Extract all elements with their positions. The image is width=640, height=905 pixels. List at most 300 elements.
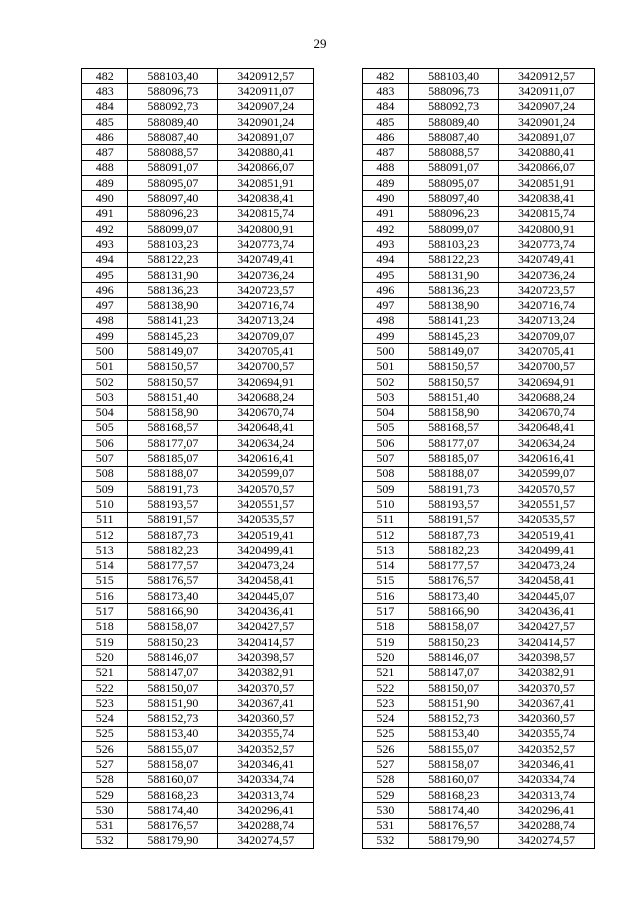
table-row: [82, 436, 595, 451]
left-point-number-cell: 500: [82, 344, 128, 359]
column-gap: [314, 665, 362, 680]
table-row: [82, 757, 595, 772]
left-y-coordinate-cell: 3420815,74: [218, 206, 314, 221]
left-y-coordinate-cell: 3420694,91: [218, 374, 314, 389]
left-y-coordinate-cell: 3420911,07: [218, 84, 314, 99]
left-x-coordinate-cell: 588168,57: [128, 420, 218, 435]
column-gap: [314, 374, 362, 389]
table-row: [82, 497, 595, 512]
right-y-coordinate-cell: 3420723,57: [499, 283, 595, 298]
table-row: [82, 145, 595, 160]
left-point-number-cell: 509: [82, 482, 128, 497]
right-point-number-cell: 490: [362, 191, 408, 206]
right-y-coordinate-cell: 3420688,24: [499, 390, 595, 405]
right-y-coordinate-cell: 3420901,24: [499, 114, 595, 129]
table-row: [82, 114, 595, 129]
right-y-coordinate-cell: 3420716,74: [499, 298, 595, 313]
table-row: [82, 84, 595, 99]
right-x-coordinate-cell: 588168,57: [409, 420, 499, 435]
right-point-number-cell: 518: [362, 619, 408, 634]
right-y-coordinate-cell: 3420773,74: [499, 237, 595, 252]
right-point-number-cell: 510: [362, 497, 408, 512]
left-x-coordinate-cell: 588087,40: [128, 130, 218, 145]
left-point-number-cell: 516: [82, 589, 128, 604]
left-y-coordinate-cell: 3420838,41: [218, 191, 314, 206]
left-point-number-cell: 498: [82, 313, 128, 328]
right-point-number-cell: 483: [362, 84, 408, 99]
left-x-coordinate-cell: 588147,07: [128, 665, 218, 680]
table-row: [82, 711, 595, 726]
right-point-number-cell: 525: [362, 726, 408, 741]
coordinates-table-body: [82, 69, 595, 849]
left-x-coordinate-cell: 588146,07: [128, 650, 218, 665]
table-row: [82, 221, 595, 236]
right-point-number-cell: 486: [362, 130, 408, 145]
right-point-number-cell: 519: [362, 634, 408, 649]
left-point-number-cell: 532: [82, 833, 128, 848]
right-x-coordinate-cell: 588185,07: [409, 451, 499, 466]
column-gap: [314, 497, 362, 512]
column-gap: [314, 298, 362, 313]
left-x-coordinate-cell: 588089,40: [128, 114, 218, 129]
table-row: [82, 313, 595, 328]
left-x-coordinate-cell: 588152,73: [128, 711, 218, 726]
right-point-number-cell: 512: [362, 527, 408, 542]
left-point-number-cell: 489: [82, 176, 128, 191]
column-gap: [314, 543, 362, 558]
left-point-number-cell: 508: [82, 466, 128, 481]
right-point-number-cell: 497: [362, 298, 408, 313]
right-y-coordinate-cell: 3420713,24: [499, 313, 595, 328]
left-x-coordinate-cell: 588193,57: [128, 497, 218, 512]
left-point-number-cell: 518: [82, 619, 128, 634]
right-point-number-cell: 528: [362, 772, 408, 787]
left-x-coordinate-cell: 588141,23: [128, 313, 218, 328]
left-y-coordinate-cell: 3420445,07: [218, 589, 314, 604]
table-row: [82, 390, 595, 405]
table-row: [82, 680, 595, 695]
left-x-coordinate-cell: 588150,23: [128, 634, 218, 649]
right-y-coordinate-cell: 3420346,41: [499, 757, 595, 772]
left-point-number-cell: 493: [82, 237, 128, 252]
right-point-number-cell: 522: [362, 680, 408, 695]
left-y-coordinate-cell: 3420288,74: [218, 818, 314, 833]
right-point-number-cell: 531: [362, 818, 408, 833]
left-x-coordinate-cell: 588191,57: [128, 512, 218, 527]
table-row: [82, 772, 595, 787]
right-x-coordinate-cell: 588153,40: [409, 726, 499, 741]
left-x-coordinate-cell: 588158,90: [128, 405, 218, 420]
right-y-coordinate-cell: 3420907,24: [499, 99, 595, 114]
left-point-number-cell: 531: [82, 818, 128, 833]
right-y-coordinate-cell: 3420749,41: [499, 252, 595, 267]
left-x-coordinate-cell: 588131,90: [128, 267, 218, 282]
left-y-coordinate-cell: 3420648,41: [218, 420, 314, 435]
table-row: [82, 803, 595, 818]
left-x-coordinate-cell: 588122,23: [128, 252, 218, 267]
left-y-coordinate-cell: 3420800,91: [218, 221, 314, 236]
left-y-coordinate-cell: 3420634,24: [218, 436, 314, 451]
table-row: [82, 665, 595, 680]
table-row: [82, 742, 595, 757]
right-point-number-cell: 492: [362, 221, 408, 236]
left-x-coordinate-cell: 588151,40: [128, 390, 218, 405]
left-x-coordinate-cell: 588158,07: [128, 619, 218, 634]
right-y-coordinate-cell: 3420700,57: [499, 359, 595, 374]
left-point-number-cell: 510: [82, 497, 128, 512]
left-y-coordinate-cell: 3420891,07: [218, 130, 314, 145]
column-gap: [314, 482, 362, 497]
right-x-coordinate-cell: 588141,23: [409, 313, 499, 328]
left-x-coordinate-cell: 588176,57: [128, 573, 218, 588]
left-point-number-cell: 495: [82, 267, 128, 282]
right-point-number-cell: 504: [362, 405, 408, 420]
right-y-coordinate-cell: 3420296,41: [499, 803, 595, 818]
left-point-number-cell: 503: [82, 390, 128, 405]
right-point-number-cell: 520: [362, 650, 408, 665]
table-row: [82, 359, 595, 374]
left-y-coordinate-cell: 3420912,57: [218, 69, 314, 84]
column-gap: [314, 160, 362, 175]
right-y-coordinate-cell: 3420274,57: [499, 833, 595, 848]
table-row: [82, 573, 595, 588]
right-x-coordinate-cell: 588158,07: [409, 757, 499, 772]
right-point-number-cell: 495: [362, 267, 408, 282]
left-x-coordinate-cell: 588136,23: [128, 283, 218, 298]
column-gap: [314, 589, 362, 604]
left-y-coordinate-cell: 3420355,74: [218, 726, 314, 741]
left-y-coordinate-cell: 3420773,74: [218, 237, 314, 252]
column-gap: [314, 527, 362, 542]
right-point-number-cell: 521: [362, 665, 408, 680]
left-point-number-cell: 497: [82, 298, 128, 313]
right-point-number-cell: 516: [362, 589, 408, 604]
left-point-number-cell: 520: [82, 650, 128, 665]
right-point-number-cell: 523: [362, 696, 408, 711]
table-row: [82, 726, 595, 741]
right-y-coordinate-cell: 3420866,07: [499, 160, 595, 175]
right-point-number-cell: 527: [362, 757, 408, 772]
right-y-coordinate-cell: 3420570,57: [499, 482, 595, 497]
right-x-coordinate-cell: 588179,90: [409, 833, 499, 848]
table-row: [82, 267, 595, 282]
table-row: [82, 589, 595, 604]
right-x-coordinate-cell: 588182,23: [409, 543, 499, 558]
table-row: [82, 650, 595, 665]
left-x-coordinate-cell: 588096,23: [128, 206, 218, 221]
right-y-coordinate-cell: 3420370,57: [499, 680, 595, 695]
column-gap: [314, 742, 362, 757]
right-y-coordinate-cell: 3420599,07: [499, 466, 595, 481]
column-gap: [314, 206, 362, 221]
right-y-coordinate-cell: 3420880,41: [499, 145, 595, 160]
table-row: [82, 818, 595, 833]
right-point-number-cell: 517: [362, 604, 408, 619]
right-x-coordinate-cell: 588151,90: [409, 696, 499, 711]
right-x-coordinate-cell: 588191,73: [409, 482, 499, 497]
right-y-coordinate-cell: 3420436,41: [499, 604, 595, 619]
left-y-coordinate-cell: 3420709,07: [218, 329, 314, 344]
right-point-number-cell: 513: [362, 543, 408, 558]
column-gap: [314, 512, 362, 527]
left-point-number-cell: 522: [82, 680, 128, 695]
left-y-coordinate-cell: 3420616,41: [218, 451, 314, 466]
table-row: [82, 344, 595, 359]
table-row: [82, 466, 595, 481]
column-gap: [314, 772, 362, 787]
left-y-coordinate-cell: 3420851,91: [218, 176, 314, 191]
left-point-number-cell: 485: [82, 114, 128, 129]
right-point-number-cell: 501: [362, 359, 408, 374]
left-point-number-cell: 521: [82, 665, 128, 680]
left-x-coordinate-cell: 588177,57: [128, 558, 218, 573]
right-point-number-cell: 503: [362, 390, 408, 405]
left-y-coordinate-cell: 3420749,41: [218, 252, 314, 267]
left-point-number-cell: 486: [82, 130, 128, 145]
right-x-coordinate-cell: 588103,23: [409, 237, 499, 252]
column-gap: [314, 313, 362, 328]
left-y-coordinate-cell: 3420436,41: [218, 604, 314, 619]
column-gap: [314, 680, 362, 695]
left-point-number-cell: 528: [82, 772, 128, 787]
right-x-coordinate-cell: 588150,23: [409, 634, 499, 649]
right-y-coordinate-cell: 3420382,91: [499, 665, 595, 680]
table-row: [82, 298, 595, 313]
table-row: [82, 283, 595, 298]
left-x-coordinate-cell: 588099,07: [128, 221, 218, 236]
left-x-coordinate-cell: 588177,07: [128, 436, 218, 451]
right-x-coordinate-cell: 588150,57: [409, 359, 499, 374]
right-y-coordinate-cell: 3420694,91: [499, 374, 595, 389]
right-y-coordinate-cell: 3420648,41: [499, 420, 595, 435]
left-y-coordinate-cell: 3420551,57: [218, 497, 314, 512]
right-point-number-cell: 491: [362, 206, 408, 221]
left-x-coordinate-cell: 588088,57: [128, 145, 218, 160]
right-x-coordinate-cell: 588150,07: [409, 680, 499, 695]
right-x-coordinate-cell: 588151,40: [409, 390, 499, 405]
left-x-coordinate-cell: 588182,23: [128, 543, 218, 558]
left-point-number-cell: 490: [82, 191, 128, 206]
right-x-coordinate-cell: 588095,07: [409, 176, 499, 191]
left-x-coordinate-cell: 588187,73: [128, 527, 218, 542]
right-x-coordinate-cell: 588092,73: [409, 99, 499, 114]
left-y-coordinate-cell: 3420398,57: [218, 650, 314, 665]
right-point-number-cell: 485: [362, 114, 408, 129]
left-x-coordinate-cell: 588153,40: [128, 726, 218, 741]
left-y-coordinate-cell: 3420570,57: [218, 482, 314, 497]
column-gap: [314, 359, 362, 374]
column-gap: [314, 344, 362, 359]
right-x-coordinate-cell: 588147,07: [409, 665, 499, 680]
column-gap: [314, 451, 362, 466]
right-y-coordinate-cell: 3420912,57: [499, 69, 595, 84]
right-point-number-cell: 488: [362, 160, 408, 175]
right-y-coordinate-cell: 3420519,41: [499, 527, 595, 542]
right-point-number-cell: 498: [362, 313, 408, 328]
left-y-coordinate-cell: 3420473,24: [218, 558, 314, 573]
left-point-number-cell: 512: [82, 527, 128, 542]
right-point-number-cell: 529: [362, 787, 408, 802]
left-x-coordinate-cell: 588173,40: [128, 589, 218, 604]
left-point-number-cell: 499: [82, 329, 128, 344]
left-y-coordinate-cell: 3420670,74: [218, 405, 314, 420]
left-point-number-cell: 496: [82, 283, 128, 298]
right-point-number-cell: 484: [362, 99, 408, 114]
right-x-coordinate-cell: 588155,07: [409, 742, 499, 757]
column-gap: [314, 757, 362, 772]
left-x-coordinate-cell: 588091,07: [128, 160, 218, 175]
left-x-coordinate-cell: 588158,07: [128, 757, 218, 772]
table-row: [82, 191, 595, 206]
column-gap: [314, 405, 362, 420]
column-gap: [314, 619, 362, 634]
right-x-coordinate-cell: 588087,40: [409, 130, 499, 145]
right-x-coordinate-cell: 588149,07: [409, 344, 499, 359]
right-y-coordinate-cell: 3420736,24: [499, 267, 595, 282]
right-y-coordinate-cell: 3420499,41: [499, 543, 595, 558]
column-gap: [314, 252, 362, 267]
right-point-number-cell: 494: [362, 252, 408, 267]
left-point-number-cell: 517: [82, 604, 128, 619]
left-point-number-cell: 504: [82, 405, 128, 420]
column-gap: [314, 558, 362, 573]
right-x-coordinate-cell: 588146,07: [409, 650, 499, 665]
right-x-coordinate-cell: 588177,07: [409, 436, 499, 451]
table-row: [82, 329, 595, 344]
right-point-number-cell: 482: [362, 69, 408, 84]
right-y-coordinate-cell: 3420838,41: [499, 191, 595, 206]
column-gap: [314, 711, 362, 726]
left-point-number-cell: 515: [82, 573, 128, 588]
left-point-number-cell: 491: [82, 206, 128, 221]
left-y-coordinate-cell: 3420499,41: [218, 543, 314, 558]
table-row: [82, 527, 595, 542]
right-point-number-cell: 514: [362, 558, 408, 573]
coordinates-table: [81, 68, 595, 849]
table-row: [82, 252, 595, 267]
left-y-coordinate-cell: 3420360,57: [218, 711, 314, 726]
column-gap: [314, 833, 362, 848]
right-point-number-cell: 515: [362, 573, 408, 588]
table-row: [82, 160, 595, 175]
right-y-coordinate-cell: 3420355,74: [499, 726, 595, 741]
left-x-coordinate-cell: 588151,90: [128, 696, 218, 711]
left-point-number-cell: 527: [82, 757, 128, 772]
right-x-coordinate-cell: 588122,23: [409, 252, 499, 267]
left-point-number-cell: 526: [82, 742, 128, 757]
left-x-coordinate-cell: 588149,07: [128, 344, 218, 359]
left-point-number-cell: 513: [82, 543, 128, 558]
table-row: [82, 634, 595, 649]
column-gap: [314, 114, 362, 129]
left-x-coordinate-cell: 588145,23: [128, 329, 218, 344]
right-y-coordinate-cell: 3420551,57: [499, 497, 595, 512]
right-x-coordinate-cell: 588166,90: [409, 604, 499, 619]
table-row: [82, 787, 595, 802]
left-point-number-cell: 484: [82, 99, 128, 114]
right-x-coordinate-cell: 588176,57: [409, 818, 499, 833]
column-gap: [314, 130, 362, 145]
left-y-coordinate-cell: 3420716,74: [218, 298, 314, 313]
left-y-coordinate-cell: 3420352,57: [218, 742, 314, 757]
left-y-coordinate-cell: 3420901,24: [218, 114, 314, 129]
left-y-coordinate-cell: 3420713,24: [218, 313, 314, 328]
right-point-number-cell: 508: [362, 466, 408, 481]
right-x-coordinate-cell: 588089,40: [409, 114, 499, 129]
left-y-coordinate-cell: 3420519,41: [218, 527, 314, 542]
table-row: [82, 420, 595, 435]
left-point-number-cell: 525: [82, 726, 128, 741]
left-y-coordinate-cell: 3420723,57: [218, 283, 314, 298]
left-x-coordinate-cell: 588103,40: [128, 69, 218, 84]
left-point-number-cell: 529: [82, 787, 128, 802]
column-gap: [314, 466, 362, 481]
column-gap: [314, 283, 362, 298]
left-y-coordinate-cell: 3420599,07: [218, 466, 314, 481]
right-x-coordinate-cell: 588136,23: [409, 283, 499, 298]
right-y-coordinate-cell: 3420535,57: [499, 512, 595, 527]
column-gap: [314, 436, 362, 451]
right-y-coordinate-cell: 3420709,07: [499, 329, 595, 344]
column-gap: [314, 573, 362, 588]
left-x-coordinate-cell: 588176,57: [128, 818, 218, 833]
right-y-coordinate-cell: 3420800,91: [499, 221, 595, 236]
table-row: [82, 604, 595, 619]
right-y-coordinate-cell: 3420288,74: [499, 818, 595, 833]
column-gap: [314, 99, 362, 114]
left-y-coordinate-cell: 3420907,24: [218, 99, 314, 114]
left-y-coordinate-cell: 3420382,91: [218, 665, 314, 680]
left-y-coordinate-cell: 3420700,57: [218, 359, 314, 374]
right-y-coordinate-cell: 3420458,41: [499, 573, 595, 588]
right-y-coordinate-cell: 3420360,57: [499, 711, 595, 726]
right-x-coordinate-cell: 588091,07: [409, 160, 499, 175]
right-y-coordinate-cell: 3420427,57: [499, 619, 595, 634]
right-x-coordinate-cell: 588096,23: [409, 206, 499, 221]
left-y-coordinate-cell: 3420313,74: [218, 787, 314, 802]
right-x-coordinate-cell: 588103,40: [409, 69, 499, 84]
right-point-number-cell: 502: [362, 374, 408, 389]
right-point-number-cell: 500: [362, 344, 408, 359]
right-point-number-cell: 530: [362, 803, 408, 818]
table-row: [82, 696, 595, 711]
column-gap: [314, 221, 362, 236]
page-number: 29: [313, 36, 327, 51]
left-x-coordinate-cell: 588150,07: [128, 680, 218, 695]
right-x-coordinate-cell: 588088,57: [409, 145, 499, 160]
right-y-coordinate-cell: 3420445,07: [499, 589, 595, 604]
column-gap: [314, 84, 362, 99]
left-y-coordinate-cell: 3420367,41: [218, 696, 314, 711]
right-point-number-cell: 509: [362, 482, 408, 497]
right-point-number-cell: 532: [362, 833, 408, 848]
right-x-coordinate-cell: 588096,73: [409, 84, 499, 99]
column-gap: [314, 803, 362, 818]
right-x-coordinate-cell: 588176,57: [409, 573, 499, 588]
left-y-coordinate-cell: 3420736,24: [218, 267, 314, 282]
column-gap: [314, 237, 362, 252]
left-x-coordinate-cell: 588150,57: [128, 359, 218, 374]
right-y-coordinate-cell: 3420616,41: [499, 451, 595, 466]
right-x-coordinate-cell: 588188,07: [409, 466, 499, 481]
column-gap: [314, 787, 362, 802]
right-point-number-cell: 507: [362, 451, 408, 466]
left-point-number-cell: 502: [82, 374, 128, 389]
column-gap: [314, 604, 362, 619]
right-y-coordinate-cell: 3420815,74: [499, 206, 595, 221]
column-gap: [314, 420, 362, 435]
left-y-coordinate-cell: 3420346,41: [218, 757, 314, 772]
